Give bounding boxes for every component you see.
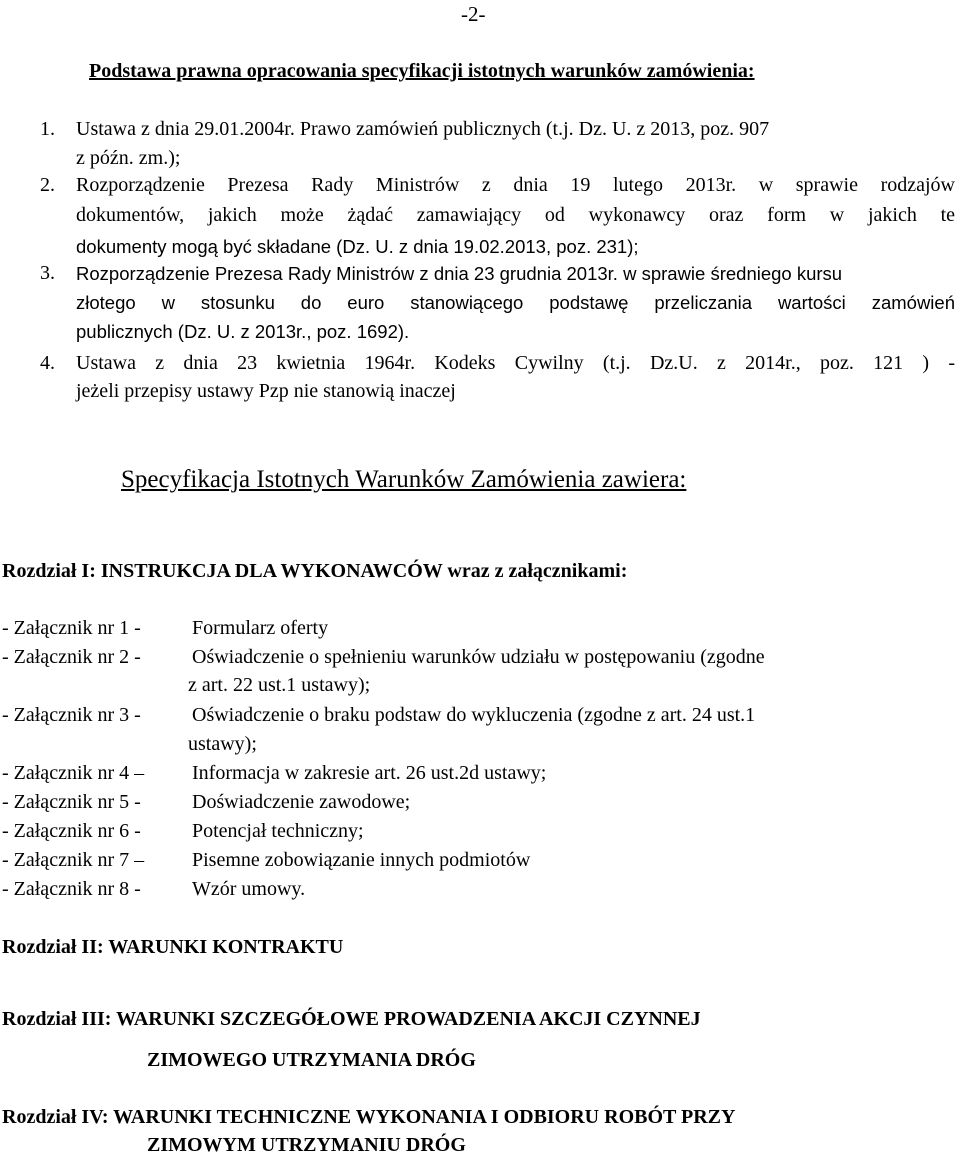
attachment-label: - Załącznik nr 2 - xyxy=(2,646,141,668)
contents-heading: Specyfikacja Istotnych Warunków Zamówienia zawiera: xyxy=(121,466,687,493)
chapter-3-title: Rozdział III: WARUNKI SZCZEGÓŁOWE PROWADZENIA AKCJI CZYNNEJ xyxy=(2,1008,701,1030)
list-number: 3. xyxy=(40,262,55,284)
chapter-3-title-cont: ZIMOWEGO UTRZYMANIA DRÓG xyxy=(147,1049,476,1071)
list-item-line: Ustawa z dnia 23 kwietnia 1964r. Kodeks Cywilny (t.j. Dz.U. z 2014r., poz. 121 ) - xyxy=(76,352,955,374)
chapter-2-title: Rozdział II: WARUNKI KONTRAKTU xyxy=(2,936,344,958)
page-number: -2- xyxy=(461,2,486,26)
list-item-line: dokumenty mogą być składane (Dz. U. z dnia 19.02.2013, poz. 231); xyxy=(76,236,639,257)
chapter-4-title-cont: ZIMOWYM UTRZYMANIU DRÓG xyxy=(147,1134,466,1156)
list-item-line: dokumentów, jakich może żądać zamawiający od wykonawcy oraz form w jakich te xyxy=(76,204,955,226)
attachment-text: Pisemne zobowiązanie innych podmiotów xyxy=(192,849,531,871)
attachment-text: Oświadczenie o spełnieniu warunków udziału w postępowaniu (zgodne xyxy=(192,646,765,668)
list-item-line: Ustawa z dnia 29.01.2004r. Prawo zamówień publicznych (t.j. Dz. U. z 2013, poz. 907 xyxy=(76,118,770,140)
attachment-text: Wzór umowy. xyxy=(192,878,306,900)
attachment-label: - Załącznik nr 5 - xyxy=(2,791,141,813)
list-item-line: Rozporządzenie Prezesa Rady Ministrów z dnia 23 grudnia 2013r. w sprawie średniego kursu xyxy=(76,263,843,284)
attachment-label: - Załącznik nr 1 - xyxy=(2,617,141,639)
list-item-line: z późn. zm.); xyxy=(76,147,181,169)
list-item-line: złotego w stosunku do euro stanowiącego podstawę przeliczania wartości zamówień xyxy=(76,292,955,313)
list-item-line: publicznych (Dz. U. z 2013r., poz. 1692). xyxy=(76,321,410,342)
attachment-text: Formularz oferty xyxy=(192,617,329,639)
attachment-label: - Załącznik nr 4 – xyxy=(2,762,145,784)
attachment-label: - Załącznik nr 6 - xyxy=(2,820,141,842)
list-item-line: jeżeli przepisy ustawy Pzp nie stanowią inaczej xyxy=(76,380,456,402)
chapter-4-title: Rozdział IV: WARUNKI TECHNICZNE WYKONANIA I ODBIORU ROBÓT PRZY xyxy=(2,1106,736,1128)
attachment-text: Oświadczenie o braku podstaw do wykluczenia (zgodne z art. 24 ust.1 xyxy=(192,704,756,726)
attachment-text: Potencjał techniczny; xyxy=(192,820,364,842)
list-number: 2. xyxy=(40,174,55,196)
legal-basis-title: Podstawa prawna opracowania specyfikacji istotnych warunków zamówienia: xyxy=(89,60,755,82)
attachment-label: - Załącznik nr 3 - xyxy=(2,704,141,726)
attachment-text-cont: ustawy); xyxy=(188,733,257,755)
attachment-label: - Załącznik nr 8 - xyxy=(2,878,141,900)
attachment-text-cont: z art. 22 ust.1 ustawy); xyxy=(188,674,371,696)
chapter-1-title: Rozdział I: INSTRUKCJA DLA WYKONAWCÓW wraz z załącznikami: xyxy=(2,560,628,582)
attachment-text: Doświadczenie zawodowe; xyxy=(192,791,411,813)
attachment-label: - Załącznik nr 7 – xyxy=(2,849,145,871)
list-number: 1. xyxy=(40,118,55,140)
attachment-text: Informacja w zakresie art. 26 ust.2d ustawy; xyxy=(192,762,547,784)
list-number: 4. xyxy=(40,352,55,374)
list-item-line: Rozporządzenie Prezesa Rady Ministrów z dnia 19 lutego 2013r. w sprawie rodzajów xyxy=(76,174,955,196)
